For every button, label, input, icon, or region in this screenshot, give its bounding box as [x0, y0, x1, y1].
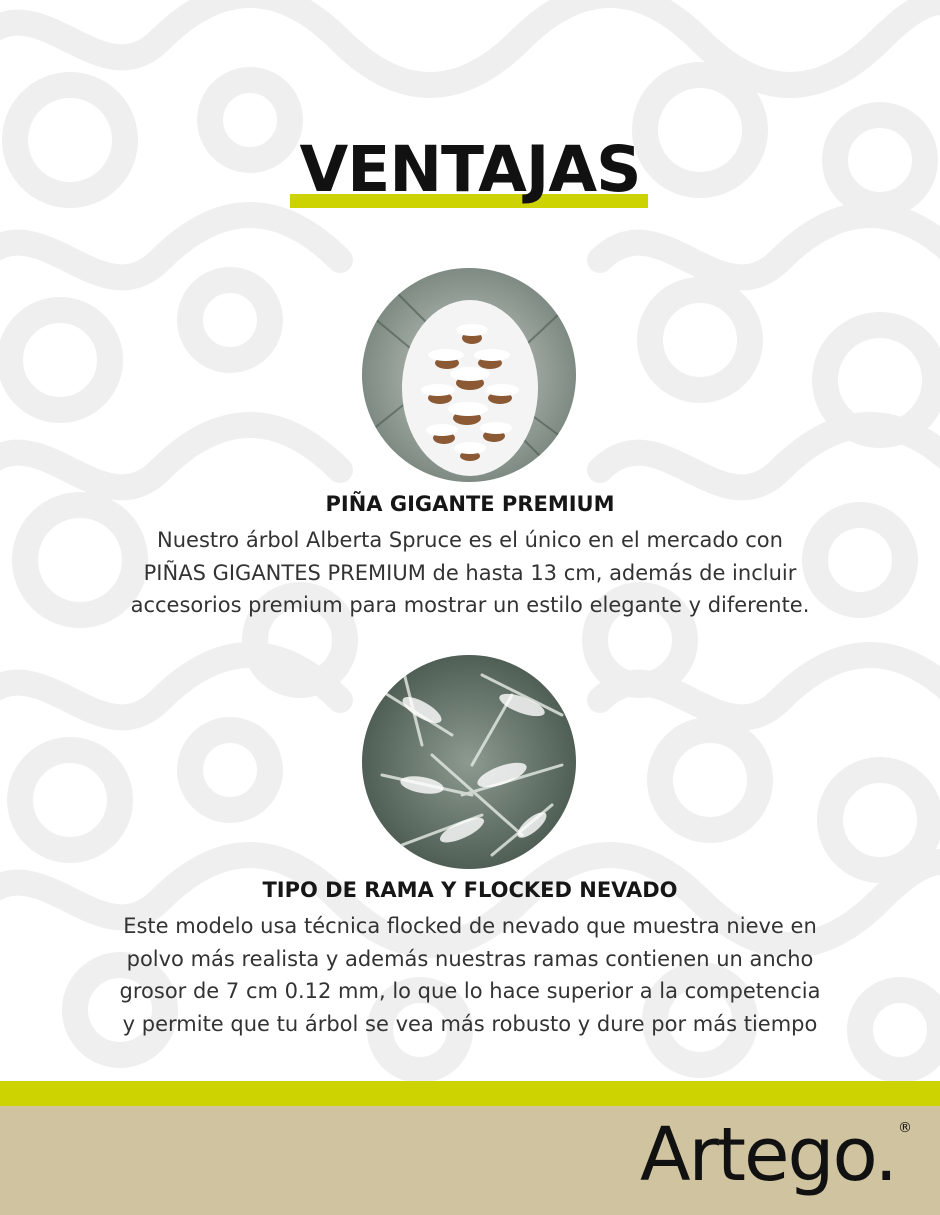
feature-heading-branches: TIPO DE RAMA Y FLOCKED NEVADO — [262, 878, 678, 902]
page-title: VENTAJAS — [299, 133, 641, 206]
title-highlight — [298, 130, 643, 210]
pinecone-photo — [362, 268, 576, 482]
feature-line: grosor de 7 cm 0.12 mm, lo que lo hace superior a la competencia — [119, 979, 821, 1003]
title-block — [0, 130, 940, 210]
feature-line: Nuestro árbol Alberta Spruce es el único en el mercado con — [157, 528, 783, 552]
brand-logo: Artego. — [639, 1112, 896, 1198]
footer — [0, 1106, 940, 1215]
registered-mark: ® — [898, 1120, 912, 1136]
feature-line: PIÑAS GIGANTES PREMIUM de hasta 13 cm, además de incluir — [143, 560, 797, 585]
feature-line: accesorios premium para mostrar un estilo elegante y diferente. — [130, 593, 810, 617]
feature-heading-pinecone: PIÑA GIGANTE PREMIUM — [325, 492, 615, 516]
feature-line: polvo más realista y además nuestras ramas contienen un ancho — [126, 946, 814, 971]
branches-photo — [362, 655, 576, 869]
feature-line: Este modelo usa técnica flocked de nevado que muestra nieve en — [123, 914, 817, 938]
feature-description-branches — [40, 910, 900, 1040]
feature-description-pinecone — [40, 524, 900, 622]
feature-line: y permite que tu árbol se vea más robusto y dure por más tiempo — [122, 1011, 818, 1036]
